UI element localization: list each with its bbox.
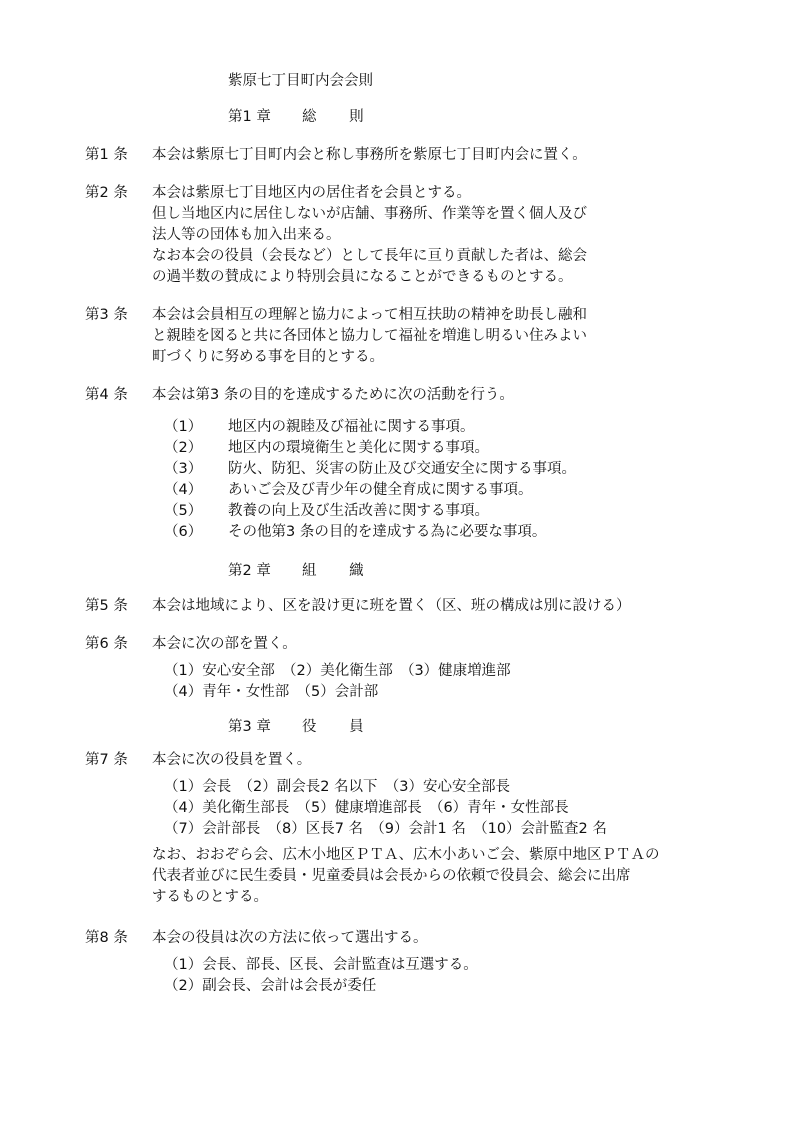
item-number: （6） [164, 524, 203, 540]
chapter-3-heading [228, 717, 378, 738]
chapter-2-heading [228, 561, 378, 582]
item-number: （1） [164, 419, 203, 435]
article-line: 法人等の団体も加入出来る。 [152, 227, 341, 243]
article-number: 第4 条 [85, 387, 128, 403]
article-line: の過半数の賛成により特別会員になることができるものとする。 [152, 269, 573, 285]
officer-line: （7）会計部長 （8）区長7 名 （9）会計1 名 （10）会計監査2 名 [164, 821, 607, 837]
article-line: 本会は紫原七丁目地区内の居住者を会員とする。 [152, 185, 471, 201]
article-7 [85, 750, 725, 771]
officer-line: （1）会長 （2）副会長2 名以下 （3）安心安全部長 [164, 779, 511, 795]
note-line: なお、おおぞら会、広木小地区ＰＴＡ、広木小あいご会、紫原中地区ＰＴＡの [152, 847, 660, 863]
chapter-name: 組 織 [302, 563, 378, 579]
article-line: 本会は地域により、区を設け更に班を置く（区、班の構成は別に設ける） [152, 598, 631, 614]
list-item [164, 459, 576, 480]
chapter-number: 第2 章 [228, 563, 271, 579]
officer-line: （4）美化衛生部長 （5）健康増進部長 （6）青年・女性部長 [164, 800, 569, 816]
article-number: 第3 条 [85, 307, 128, 323]
list-item [164, 501, 576, 522]
article-line: 本会は会員相互の理解と協力によって相互扶助の精神を助長し融和 [152, 307, 587, 323]
article-6-departments [164, 661, 511, 703]
item-text: 防火、防犯、災害の防止及び交通安全に関する事項。 [228, 461, 576, 477]
article-line: 本会は紫原七丁目町内会と称し事務所を紫原七丁目町内会に置く。 [152, 147, 587, 163]
article-2 [85, 183, 725, 288]
article-line: 本会は第3 条の目的を達成するために次の活動を行う。 [152, 387, 514, 403]
article-line: なお本会の役員（会長など）として長年に亘り貢献した者は、総会 [152, 248, 587, 264]
article-7-note [152, 845, 660, 908]
article-line: と親睦を図ると共に各団体と協力して福祉を増進し明るい住みよい [152, 328, 587, 344]
item-text: 教養の向上及び生活改善に関する事項。 [228, 503, 489, 519]
article-8 [85, 928, 725, 949]
item-text: 地区内の環境衛生と美化に関する事項。 [228, 440, 489, 456]
article-line: 本会に次の役員を置く。 [152, 752, 312, 768]
chapter-number: 第3 章 [228, 719, 271, 735]
chapter-name: 役 員 [302, 719, 378, 735]
article-number: 第7 条 [85, 752, 128, 768]
list-item [164, 438, 576, 459]
method-line: （1）会長、部長、区長、会計監査は互選する。 [164, 957, 478, 973]
item-number: （3） [164, 461, 203, 477]
document-title: 紫原七丁目町内会会則 [228, 73, 373, 89]
article-8-methods [164, 955, 478, 997]
article-number: 第8 条 [85, 930, 128, 946]
chapter-name: 総 則 [302, 109, 378, 125]
article-line: 本会に次の部を置く。 [152, 636, 297, 652]
article-number: 第2 条 [85, 185, 128, 201]
item-number: （2） [164, 440, 203, 456]
article-6 [85, 634, 725, 655]
article-line: 但し当地区内に居住しないが店舗、事務所、作業等を置く個人及び [152, 206, 587, 222]
method-line: （2）副会長、会計は会長が委任 [164, 978, 377, 994]
chapter-number: 第1 章 [228, 109, 271, 125]
item-text: その他第3 条の目的を達成する為に必要な事項。 [228, 524, 547, 540]
chapter-1-heading [228, 107, 378, 128]
department-line: （1）安心安全部 （2）美化衛生部 （3）健康増進部 [164, 663, 511, 679]
article-5 [85, 596, 725, 617]
article-4 [85, 385, 725, 406]
department-line: （4）青年・女性部 （5）会計部 [164, 684, 379, 700]
article-7-officers [164, 777, 607, 840]
article-1 [85, 145, 725, 166]
article-3 [85, 305, 725, 368]
article-4-items [164, 417, 576, 543]
list-item [164, 480, 576, 501]
article-line: 本会の役員は次の方法に依って選出する。 [152, 930, 428, 946]
list-item [164, 522, 576, 543]
item-number: （5） [164, 503, 203, 519]
article-number: 第6 条 [85, 636, 128, 652]
item-text: あいご会及び青少年の健全育成に関する事項。 [228, 482, 533, 498]
item-text: 地区内の親睦及び福祉に関する事項。 [228, 419, 475, 435]
article-number: 第5 条 [85, 598, 128, 614]
note-line: するものとする。 [152, 889, 268, 905]
list-item [164, 417, 576, 438]
article-line: 町づくりに努める事を目的とする。 [152, 349, 384, 365]
article-number: 第1 条 [85, 147, 128, 163]
item-number: （4） [164, 482, 203, 498]
note-line: 代表者並びに民生委員・児童委員は会長からの依頼で役員会、総会に出席 [152, 868, 631, 884]
